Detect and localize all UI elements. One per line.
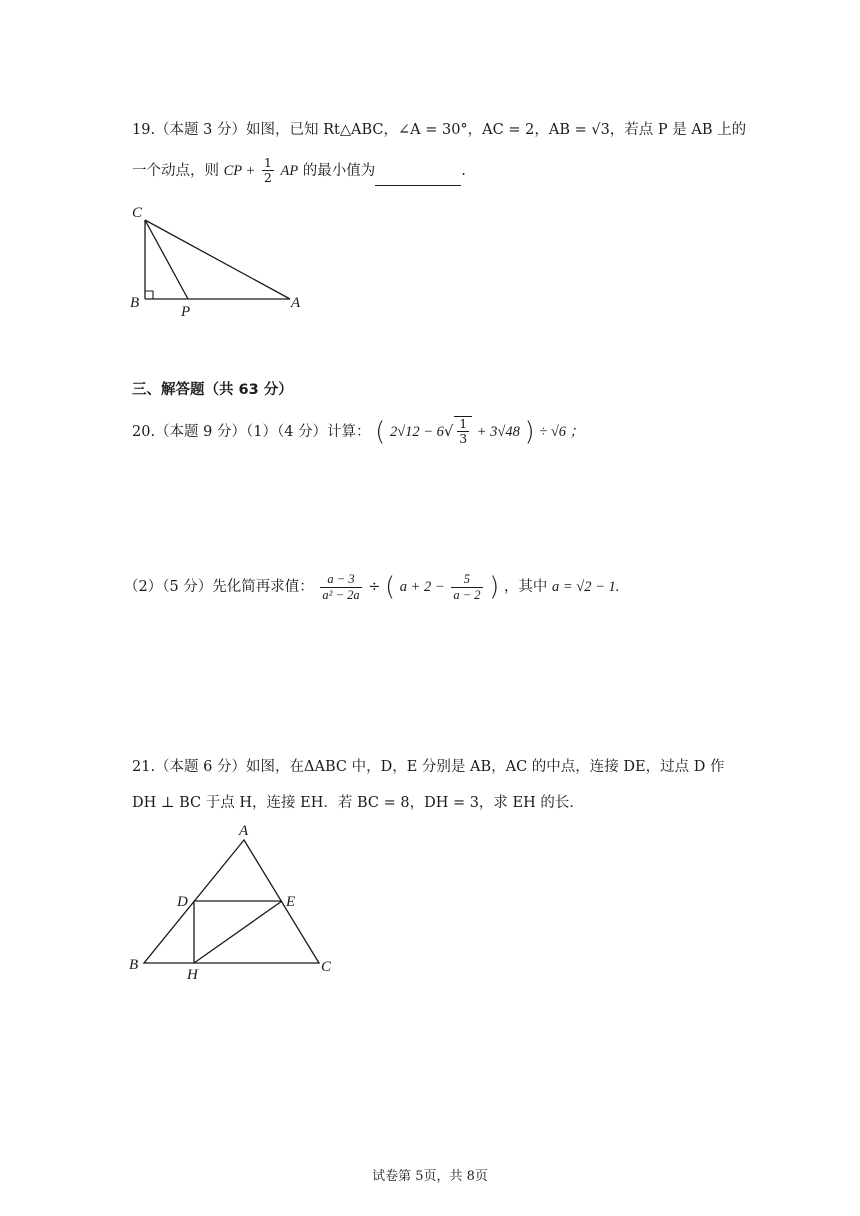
q19-expr-a: CP +	[223, 162, 256, 179]
q20-part2-prefix: （2）（5 分）先化简再求值：	[124, 579, 314, 595]
q20-frac2-den: a − 2	[453, 587, 481, 602]
label-d: D	[177, 894, 188, 910]
section-heading: 三、解答题（共 63 分）	[132, 382, 293, 398]
q20-part2	[124, 572, 619, 602]
label-p: P	[181, 304, 191, 320]
label-a: A	[239, 823, 249, 839]
q20-part1	[132, 416, 584, 447]
q20-part2-value: a = √2 − 1.	[551, 579, 620, 595]
q21-line1: 21.（本题 6 分）如图，在ΔABC 中，D，E 分别是 AB，AC 的中点，连接 DE，过点 D 作	[132, 759, 725, 775]
q19-line2-end: .	[461, 162, 466, 179]
q20-frac2-num: 5	[463, 572, 471, 587]
q19-line1: 19.（本题 3 分）如图，已知 Rt△ABC，∠A = 30°，AC = 2，AB = √3，若点 P 是 AB 上的	[132, 122, 747, 138]
label-b: B	[130, 295, 140, 311]
q19-line2	[132, 156, 466, 186]
segment-eh	[194, 901, 282, 963]
paren-open-2: (	[384, 572, 396, 602]
q21-figure	[125, 820, 345, 985]
label-a: A	[291, 295, 301, 311]
q20-sqrt-frac	[454, 416, 472, 447]
paren-close: )	[524, 416, 535, 447]
label-b: B	[129, 957, 139, 973]
q20-frac-den: 3	[459, 431, 468, 447]
label-c: C	[132, 205, 143, 221]
q20-term2: + 3√48	[476, 423, 520, 440]
q19-frac-den: 2	[263, 170, 272, 186]
paren-close-2: )	[489, 572, 500, 602]
q21-line2: DH ⊥ BC 于点 H，连接 EH．若 BC = 8，DH = 3，求 EH 的长．	[132, 795, 584, 811]
q20-part2-suffix: ，其中	[503, 579, 548, 595]
q20-part2-term: a + 2 −	[399, 579, 445, 595]
label-h: H	[187, 967, 198, 983]
q20-part1-prefix: 20.（本题 9 分）（1）（4 分）计算：	[132, 423, 371, 440]
q20-divide: ÷	[368, 579, 381, 595]
q19-figure	[125, 200, 325, 325]
label-c: C	[321, 959, 332, 975]
q20-term1: 2√12 − 6	[389, 423, 444, 440]
q20-part2-fraction2	[451, 572, 482, 602]
q19-fraction	[262, 156, 274, 186]
q20-frac-num: 1	[459, 416, 468, 431]
q19-expr-b: AP	[280, 162, 299, 179]
q20-frac1-num: a − 3	[327, 572, 355, 587]
q20-part2-fraction1	[320, 572, 361, 602]
page-footer: 试卷第 5页，共 8页	[372, 1169, 488, 1184]
answer-blank	[375, 171, 461, 186]
q20-frac1-den: a² − 2a	[322, 587, 360, 602]
q20-part1-fraction	[457, 417, 469, 447]
paren-open: (	[375, 416, 386, 447]
q19-frac-num: 1	[263, 155, 272, 170]
sqrt-sign: √	[443, 423, 454, 440]
q19-line2-prefix: 一个动点，则	[132, 162, 219, 179]
right-angle-mark	[145, 291, 153, 299]
q20-term3: ÷ √6 ；	[539, 423, 585, 440]
label-e: E	[286, 894, 296, 910]
q19-line2-suffix: 的最小值为	[302, 162, 376, 179]
